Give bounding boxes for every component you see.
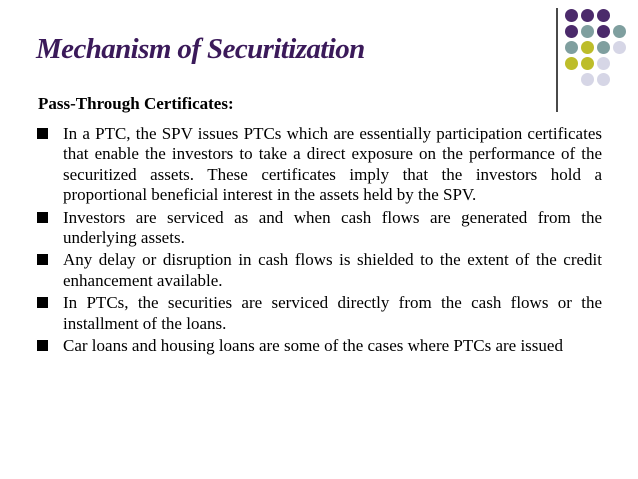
bullet-list — [37, 124, 602, 358]
decorative-dot — [581, 73, 594, 86]
decorative-dot — [581, 41, 594, 54]
bullet-text: Any delay or disruption in cash flows is shielded to the extent of the credit enhancement available. — [63, 250, 602, 290]
slide-title: Mechanism of Securitization — [36, 33, 365, 65]
bullet-item — [37, 250, 602, 291]
decorative-dot — [581, 25, 594, 38]
decorative-dot — [581, 57, 594, 70]
square-bullet-icon — [37, 254, 48, 265]
bullet-item — [37, 208, 602, 249]
bullet-item — [37, 293, 602, 334]
decorative-dot — [597, 25, 610, 38]
decorative-dot — [597, 9, 610, 22]
decorative-dot — [597, 57, 610, 70]
bullet-text: In PTCs, the securities are serviced directly from the cash flows or the installment of the loans. — [63, 293, 602, 333]
decorative-dot — [581, 9, 594, 22]
decorative-dot — [565, 9, 578, 22]
decorative-dot — [597, 41, 610, 54]
bullet-text: In a PTC, the SPV issues PTCs which are essentially participation certificates that enable the investors to take a direct exposure on the performance of the securitized assets. These certificates imply that the investors hold a proportional beneficial interest in the assets held by the SPV. — [63, 124, 602, 205]
decorative-dot — [565, 25, 578, 38]
square-bullet-icon — [37, 128, 48, 139]
bullet-item — [37, 336, 602, 356]
decorative-dot — [613, 41, 626, 54]
divider-line — [556, 8, 558, 112]
bullet-text: Car loans and housing loans are some of the cases where PTCs are issued — [63, 336, 563, 356]
decorative-dot — [597, 73, 610, 86]
decorative-dot — [565, 41, 578, 54]
decorative-dot — [565, 57, 578, 70]
square-bullet-icon — [37, 340, 48, 351]
bullet-text: Investors are serviced as and when cash flows are generated from the underlying assets. — [63, 207, 602, 248]
square-bullet-icon — [37, 212, 48, 223]
decorative-dot — [613, 25, 626, 38]
section-subheading: Pass-Through Certificates: — [38, 94, 234, 113]
bullet-item — [37, 124, 602, 206]
square-bullet-icon — [37, 297, 48, 308]
